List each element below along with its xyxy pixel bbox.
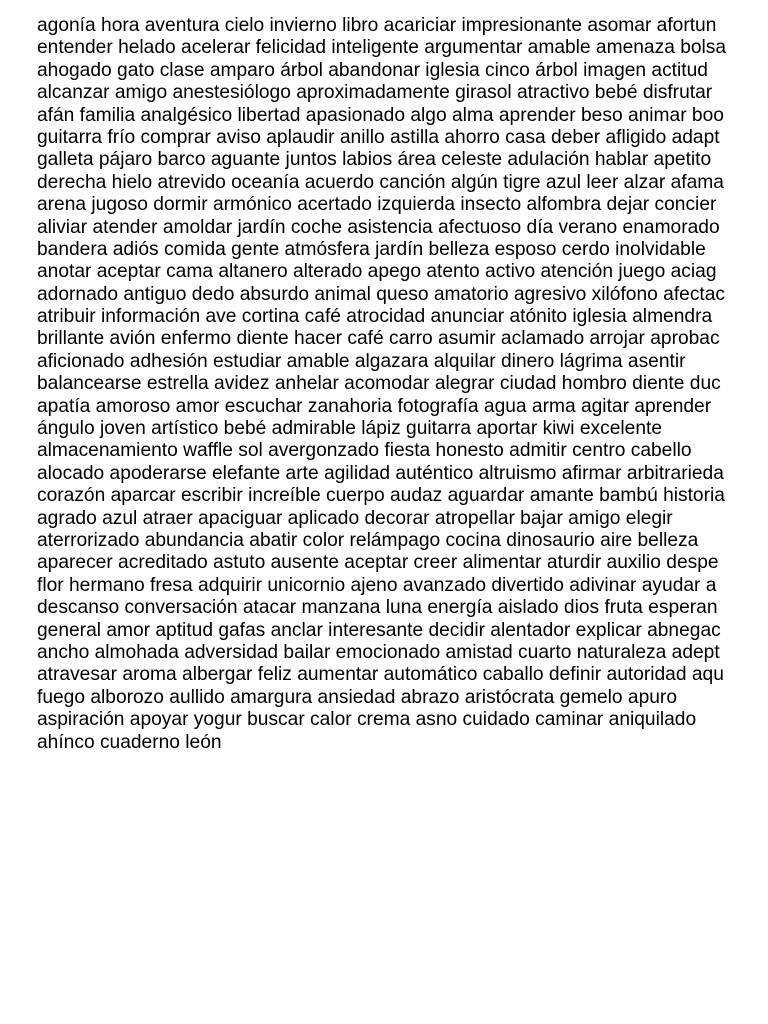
text-line: aspiración apoyar yogur buscar calor crema asno cuidado caminar aniquilado	[37, 709, 697, 731]
text-line: general amor aptitud gafas anclar interesante decidir alentador explicar abnegac	[37, 619, 721, 641]
text-line: afán familia analgésico libertad apasionado algo alma aprender beso animar boo	[37, 104, 724, 126]
text-line: adornado antiguo dedo absurdo animal queso amatorio agresivo xilófono afectac	[37, 283, 726, 305]
text-line: flor hermano fresa adquirir unicornio ajeno avanzado divertido adivinar ayudar a	[37, 574, 717, 596]
text-line: derecha hielo atrevido oceanía acuerdo canción algún tigre azul leer alzar afama	[37, 171, 724, 193]
text-line: aparecer acreditado astuto ausente aceptar creer alimentar aturdir auxilio despe	[37, 552, 719, 574]
text-line: almacenamiento waffle sol avergonzado fiesta honesto admitir centro cabello	[37, 440, 692, 462]
text-line: corazón aparcar escribir increíble cuerpo audaz aguardar amante bambú historia	[37, 485, 725, 507]
text-line: guitarra frío comprar aviso aplaudir anillo astilla ahorro casa deber afligido adapt	[37, 126, 720, 148]
text-line: atribuir información ave cortina café atrocidad anunciar atónito iglesia almendra	[37, 306, 713, 328]
text-line: alcanzar amigo anestesiólogo aproximadamente girasol atractivo bebé disfrutar	[37, 82, 713, 104]
text-line: arena jugoso dormir armónico acertado izquierda insecto alfombra dejar concier	[37, 194, 717, 216]
text-line: balancearse estrella avidez anhelar acomodar alegrar ciudad hombro diente duc	[37, 373, 721, 395]
text-line: fuego alborozo aullido amargura ansiedad abrazo aristócrata gemelo apuro	[37, 686, 677, 708]
text-line: apatía amoroso amor escuchar zanahoria fotografía agua arma agitar aprender	[37, 395, 712, 417]
text-line: agonía hora aventura cielo invierno libro acariciar impresionante asomar afortun	[37, 15, 717, 36]
body-text	[37, 15, 768, 754]
text-line: ancho almohada adversidad bailar emocionado amistad cuarto naturaleza adept	[37, 641, 720, 663]
text-line: entender helado acelerar felicidad inteligente argumentar amable amenaza bolsa	[37, 37, 727, 59]
text-line: aterrorizado abundancia abatir color relámpago cocina dinosaurio aire belleza	[37, 529, 699, 551]
text-line: galleta pájaro barco aguante juntos labios área celeste adulación hablar apetito	[37, 149, 712, 171]
text-line: bandera adiós comida gente atmósfera jardín belleza esposo cerdo inolvidable	[37, 238, 706, 260]
text-line: aliviar atender amoldar jardín coche asistencia afectuoso día verano enamorado	[37, 216, 720, 238]
text-line: ahogado gato clase amparo árbol abandonar iglesia cinco árbol imagen actitud	[37, 59, 708, 81]
text-line: descanso conversación atacar manzana luna energía aislado dios fruta esperan	[37, 597, 718, 619]
text-line: aficionado adhesión estudiar amable algazara alquilar dinero lágrima asentir	[37, 350, 686, 372]
text-line: agrado azul atraer apaciguar aplicado decorar atropellar bajar amigo elegir	[37, 507, 673, 529]
text-line: brillante avión enfermo diente hacer café carro asumir aclamado arrojar aprobac	[37, 328, 720, 350]
text-line: alocado apoderarse elefante arte agilidad auténtico altruismo afirmar arbitrarieda	[37, 462, 724, 484]
text-line: ángulo joven artístico bebé admirable lápiz guitarra aportar kiwi excelente	[37, 418, 663, 440]
text-line: anotar aceptar cama altanero alterado apego atento activo atención juego aciag	[37, 261, 717, 283]
text-line: ahínco cuaderno león	[37, 731, 222, 753]
text-line: atravesar aroma albergar feliz aumentar automático caballo definir autoridad aqu	[37, 664, 724, 686]
